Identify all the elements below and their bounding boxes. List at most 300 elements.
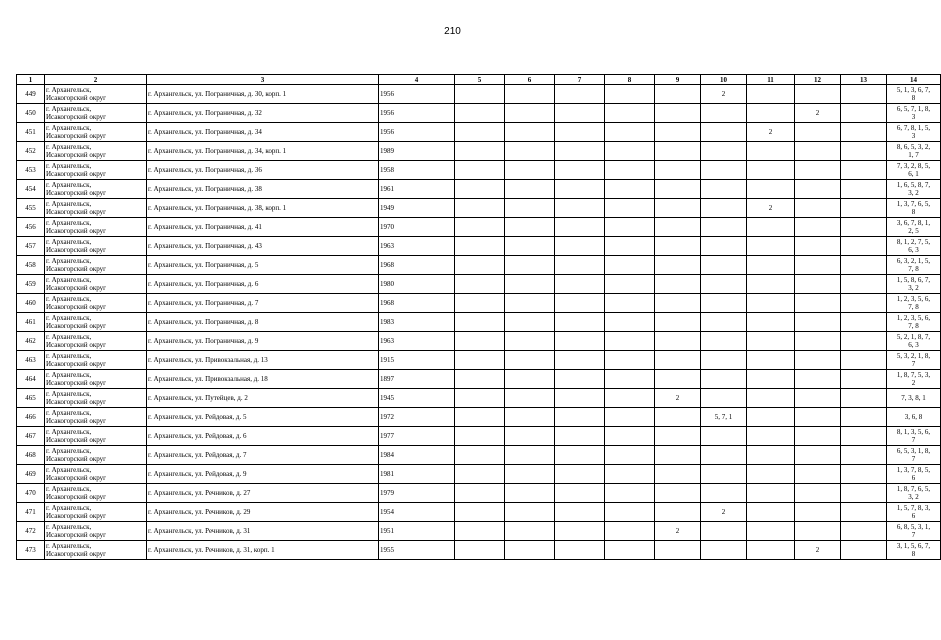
column-header: 3 bbox=[147, 75, 379, 85]
col5-cell bbox=[455, 85, 505, 104]
col14-line: 5, 1, 3, 6, 7, bbox=[896, 86, 931, 94]
col9-cell bbox=[655, 503, 701, 522]
col10-cell bbox=[701, 142, 747, 161]
table-body bbox=[17, 85, 941, 560]
address-cell: г. Архангельск, ул. Речников, д. 31, корп. 1 bbox=[147, 541, 379, 560]
col8-cell bbox=[605, 484, 655, 503]
col14-line: 1, 5, 8, 6, 7, bbox=[896, 276, 931, 284]
row-number: 472 bbox=[17, 522, 45, 541]
location-line: Исакогорский округ bbox=[46, 94, 107, 102]
row-number: 456 bbox=[17, 218, 45, 237]
table-row bbox=[17, 294, 941, 313]
location-line: Исакогорский округ bbox=[46, 436, 107, 444]
row-number: 462 bbox=[17, 332, 45, 351]
col9-cell bbox=[655, 332, 701, 351]
location-line: г. Архангельск, bbox=[46, 390, 92, 398]
col9-cell bbox=[655, 85, 701, 104]
col5-cell bbox=[455, 180, 505, 199]
row-number: 458 bbox=[17, 256, 45, 275]
col9-cell bbox=[655, 351, 701, 370]
location-cell bbox=[45, 199, 147, 218]
column-header: 9 bbox=[655, 75, 701, 85]
year-cell: 1954 bbox=[379, 503, 455, 522]
col12-cell bbox=[795, 237, 841, 256]
col13-cell bbox=[841, 161, 887, 180]
col9-cell bbox=[655, 218, 701, 237]
location-line: Исакогорский округ bbox=[46, 398, 107, 406]
col9-cell bbox=[655, 408, 701, 427]
row-number: 470 bbox=[17, 484, 45, 503]
col14-line: 1, 2, 3, 5, 6, bbox=[896, 314, 931, 322]
col14-line: 7, 8 bbox=[908, 303, 919, 311]
location-line: Исакогорский округ bbox=[46, 474, 107, 482]
address-cell: г. Архангельск, ул. Рейдовая, д. 7 bbox=[147, 446, 379, 465]
table-row bbox=[17, 218, 941, 237]
col14-cell bbox=[887, 370, 941, 389]
col7-cell bbox=[555, 256, 605, 275]
location-line: г. Архангельск, bbox=[46, 143, 92, 151]
location-line: Исакогорский округ bbox=[46, 455, 107, 463]
column-header: 7 bbox=[555, 75, 605, 85]
col11-cell bbox=[747, 256, 795, 275]
location-cell bbox=[45, 123, 147, 142]
location-cell bbox=[45, 351, 147, 370]
col14-line: 8 bbox=[911, 550, 916, 558]
year-cell: 1951 bbox=[379, 522, 455, 541]
col10-cell bbox=[701, 256, 747, 275]
col13-cell bbox=[841, 408, 887, 427]
col14-line: 6 bbox=[911, 512, 916, 520]
col13-cell bbox=[841, 351, 887, 370]
location-cell bbox=[45, 237, 147, 256]
col12-cell bbox=[795, 161, 841, 180]
table-row bbox=[17, 541, 941, 560]
year-cell: 1963 bbox=[379, 332, 455, 351]
col14-cell bbox=[887, 161, 941, 180]
location-line: Исакогорский округ bbox=[46, 189, 107, 197]
col9-cell bbox=[655, 275, 701, 294]
col6-cell bbox=[505, 180, 555, 199]
col12-cell bbox=[795, 522, 841, 541]
location-line: г. Архангельск, bbox=[46, 371, 92, 379]
col14-line: 2, 5 bbox=[908, 227, 919, 235]
col13-cell bbox=[841, 275, 887, 294]
col5-cell bbox=[455, 142, 505, 161]
col13-cell bbox=[841, 180, 887, 199]
location-line: г. Архангельск, bbox=[46, 200, 92, 208]
location-line: г. Архангельск, bbox=[46, 295, 92, 303]
address-cell: г. Архангельск, ул. Пограничная, д. 38 bbox=[147, 180, 379, 199]
location-line: Исакогорский округ bbox=[46, 360, 107, 368]
row-number: 463 bbox=[17, 351, 45, 370]
address-cell: г. Архангельск, ул. Рейдовая, д. 5 bbox=[147, 408, 379, 427]
col14-cell bbox=[887, 237, 941, 256]
location-line: Исакогорский округ bbox=[46, 284, 107, 292]
col5-cell bbox=[455, 313, 505, 332]
col14-cell bbox=[887, 313, 941, 332]
location-line: Исакогорский округ bbox=[46, 531, 107, 539]
row-number: 473 bbox=[17, 541, 45, 560]
col9-cell bbox=[655, 123, 701, 142]
col11-cell bbox=[747, 218, 795, 237]
col7-cell bbox=[555, 313, 605, 332]
col10-cell bbox=[701, 199, 747, 218]
col14-cell bbox=[887, 275, 941, 294]
col14-line: 3 bbox=[911, 113, 916, 121]
col5-cell bbox=[455, 275, 505, 294]
col7-cell bbox=[555, 408, 605, 427]
location-line: г. Архангельск, bbox=[46, 162, 92, 170]
col14-line: 7, 8 bbox=[908, 265, 919, 273]
row-number: 468 bbox=[17, 446, 45, 465]
col14-cell bbox=[887, 503, 941, 522]
year-cell: 1970 bbox=[379, 218, 455, 237]
location-line: Исакогорский округ bbox=[46, 265, 107, 273]
col7-cell bbox=[555, 370, 605, 389]
col7-cell bbox=[555, 123, 605, 142]
col11-cell bbox=[747, 370, 795, 389]
col14-line: 7 bbox=[911, 436, 916, 444]
col14-cell bbox=[887, 199, 941, 218]
col14-line: 6, 3 bbox=[908, 341, 919, 349]
col7-cell bbox=[555, 161, 605, 180]
col5-cell bbox=[455, 332, 505, 351]
col14-line: 6, 3 bbox=[908, 246, 919, 254]
col7-cell bbox=[555, 332, 605, 351]
col5-cell bbox=[455, 161, 505, 180]
col7-cell bbox=[555, 237, 605, 256]
col12-cell: 2 bbox=[795, 104, 841, 123]
location-cell bbox=[45, 104, 147, 123]
col13-cell bbox=[841, 465, 887, 484]
location-line: г. Архангельск, bbox=[46, 238, 92, 246]
location-line: г. Архангельск, bbox=[46, 523, 92, 531]
col12-cell bbox=[795, 389, 841, 408]
col14-cell bbox=[887, 427, 941, 446]
col10-cell: 2 bbox=[701, 503, 747, 522]
col8-cell bbox=[605, 522, 655, 541]
column-header: 2 bbox=[45, 75, 147, 85]
col12-cell bbox=[795, 408, 841, 427]
col12-cell bbox=[795, 256, 841, 275]
location-line: Исакогорский округ bbox=[46, 113, 107, 121]
col10-cell bbox=[701, 446, 747, 465]
col10-cell bbox=[701, 332, 747, 351]
col14-cell bbox=[887, 123, 941, 142]
col8-cell bbox=[605, 541, 655, 560]
location-line: г. Архангельск, bbox=[46, 124, 92, 132]
address-cell: г. Архангельск, ул. Пограничная, д. 43 bbox=[147, 237, 379, 256]
col11-cell bbox=[747, 522, 795, 541]
col11-cell bbox=[747, 427, 795, 446]
col5-cell bbox=[455, 218, 505, 237]
col12-cell bbox=[795, 332, 841, 351]
col5-cell bbox=[455, 237, 505, 256]
col5-cell bbox=[455, 256, 505, 275]
col11-cell bbox=[747, 85, 795, 104]
row-number: 454 bbox=[17, 180, 45, 199]
year-cell: 1968 bbox=[379, 294, 455, 313]
col8-cell bbox=[605, 85, 655, 104]
year-cell: 1949 bbox=[379, 199, 455, 218]
col14-cell bbox=[887, 256, 941, 275]
col9-cell bbox=[655, 484, 701, 503]
location-line: г. Архангельск, bbox=[46, 333, 92, 341]
col6-cell bbox=[505, 408, 555, 427]
location-line: г. Архангельск, bbox=[46, 542, 92, 550]
col8-cell bbox=[605, 237, 655, 256]
table-row bbox=[17, 370, 941, 389]
col14-line: 5, 2, 1, 8, 7, bbox=[896, 333, 931, 341]
col11-cell: 2 bbox=[747, 123, 795, 142]
location-cell bbox=[45, 541, 147, 560]
col12-cell bbox=[795, 503, 841, 522]
col13-cell bbox=[841, 522, 887, 541]
col10-cell: 5, 7, 1 bbox=[701, 408, 747, 427]
address-cell: г. Архангельск, ул. Пограничная, д. 41 bbox=[147, 218, 379, 237]
table-row bbox=[17, 123, 941, 142]
col6-cell bbox=[505, 218, 555, 237]
col7-cell bbox=[555, 465, 605, 484]
housing-registry-table bbox=[16, 74, 941, 560]
col12-cell bbox=[795, 199, 841, 218]
col10-cell bbox=[701, 522, 747, 541]
col14-line: 3, 6, 8 bbox=[904, 413, 923, 421]
col5-cell bbox=[455, 370, 505, 389]
location-cell bbox=[45, 218, 147, 237]
col6-cell bbox=[505, 123, 555, 142]
location-cell bbox=[45, 427, 147, 446]
col7-cell bbox=[555, 180, 605, 199]
location-line: Исакогорский округ bbox=[46, 512, 107, 520]
col5-cell bbox=[455, 123, 505, 142]
col8-cell bbox=[605, 180, 655, 199]
location-cell bbox=[45, 503, 147, 522]
col8-cell bbox=[605, 389, 655, 408]
col14-line: 1, 5, 7, 8, 3, bbox=[896, 504, 931, 512]
location-cell bbox=[45, 294, 147, 313]
col13-cell bbox=[841, 332, 887, 351]
col6-cell bbox=[505, 370, 555, 389]
col5-cell bbox=[455, 294, 505, 313]
col7-cell bbox=[555, 541, 605, 560]
col14-line: 1, 8, 7, 6, 5, bbox=[896, 485, 931, 493]
col12-cell bbox=[795, 446, 841, 465]
row-number: 449 bbox=[17, 85, 45, 104]
col6-cell bbox=[505, 313, 555, 332]
address-cell: г. Архангельск, ул. Пограничная, д. 7 bbox=[147, 294, 379, 313]
col7-cell bbox=[555, 484, 605, 503]
col14-line: 3, 2 bbox=[908, 284, 919, 292]
col6-cell bbox=[505, 294, 555, 313]
col13-cell bbox=[841, 389, 887, 408]
col9-cell bbox=[655, 180, 701, 199]
col10-cell bbox=[701, 427, 747, 446]
col14-cell bbox=[887, 522, 941, 541]
location-cell bbox=[45, 256, 147, 275]
address-cell: г. Архангельск, ул. Пограничная, д. 9 bbox=[147, 332, 379, 351]
row-number: 453 bbox=[17, 161, 45, 180]
table-row bbox=[17, 389, 941, 408]
col14-line: 2 bbox=[911, 379, 916, 387]
col12-cell: 2 bbox=[795, 541, 841, 560]
location-cell bbox=[45, 180, 147, 199]
col6-cell bbox=[505, 256, 555, 275]
table-row bbox=[17, 484, 941, 503]
location-line: г. Архангельск, bbox=[46, 352, 92, 360]
table-row bbox=[17, 180, 941, 199]
row-number: 467 bbox=[17, 427, 45, 446]
col14-cell bbox=[887, 351, 941, 370]
column-number-row bbox=[17, 75, 941, 85]
col14-line: 6, 1 bbox=[908, 170, 919, 178]
col7-cell bbox=[555, 85, 605, 104]
address-cell: г. Архангельск, ул. Пограничная, д. 6 bbox=[147, 275, 379, 294]
location-cell bbox=[45, 389, 147, 408]
table-row bbox=[17, 351, 941, 370]
location-line: г. Архангельск, bbox=[46, 257, 92, 265]
year-cell: 1897 bbox=[379, 370, 455, 389]
col12-cell bbox=[795, 313, 841, 332]
col8-cell bbox=[605, 313, 655, 332]
column-header: 4 bbox=[379, 75, 455, 85]
column-header: 5 bbox=[455, 75, 505, 85]
col9-cell bbox=[655, 199, 701, 218]
col8-cell bbox=[605, 370, 655, 389]
col5-cell bbox=[455, 408, 505, 427]
location-line: г. Архангельск, bbox=[46, 105, 92, 113]
col5-cell bbox=[455, 427, 505, 446]
row-number: 464 bbox=[17, 370, 45, 389]
col14-line: 1, 7 bbox=[908, 151, 919, 159]
col10-cell bbox=[701, 370, 747, 389]
col14-line: 3, 2 bbox=[908, 189, 919, 197]
col5-cell bbox=[455, 104, 505, 123]
col6-cell bbox=[505, 446, 555, 465]
col5-cell bbox=[455, 541, 505, 560]
column-header: 1 bbox=[17, 75, 45, 85]
address-cell: г. Архангельск, ул. Пограничная, д. 8 bbox=[147, 313, 379, 332]
col14-line: 3 bbox=[911, 132, 916, 140]
page-number: 210 bbox=[444, 26, 461, 37]
col6-cell bbox=[505, 427, 555, 446]
col14-cell bbox=[887, 465, 941, 484]
row-number: 469 bbox=[17, 465, 45, 484]
row-number: 466 bbox=[17, 408, 45, 427]
col14-cell bbox=[887, 408, 941, 427]
address-cell: г. Архангельск, ул. Пограничная, д. 36 bbox=[147, 161, 379, 180]
col14-cell bbox=[887, 389, 941, 408]
location-cell bbox=[45, 161, 147, 180]
col14-cell bbox=[887, 180, 941, 199]
location-cell bbox=[45, 465, 147, 484]
col12-cell bbox=[795, 370, 841, 389]
col7-cell bbox=[555, 104, 605, 123]
col14-line: 6 bbox=[911, 474, 916, 482]
location-cell bbox=[45, 313, 147, 332]
col14-line: 8, 6, 5, 3, 2, bbox=[896, 143, 931, 151]
col9-cell bbox=[655, 294, 701, 313]
col14-cell bbox=[887, 85, 941, 104]
col6-cell bbox=[505, 351, 555, 370]
col8-cell bbox=[605, 465, 655, 484]
col6-cell bbox=[505, 142, 555, 161]
col5-cell bbox=[455, 465, 505, 484]
col12-cell bbox=[795, 351, 841, 370]
col6-cell bbox=[505, 161, 555, 180]
col13-cell bbox=[841, 427, 887, 446]
table-row bbox=[17, 256, 941, 275]
address-cell: г. Архангельск, ул. Рейдовая, д. 9 bbox=[147, 465, 379, 484]
col11-cell bbox=[747, 275, 795, 294]
col10-cell bbox=[701, 465, 747, 484]
col8-cell bbox=[605, 503, 655, 522]
col8-cell bbox=[605, 275, 655, 294]
col14-line: 7 bbox=[911, 455, 916, 463]
col14-cell bbox=[887, 294, 941, 313]
col12-cell bbox=[795, 484, 841, 503]
col13-cell bbox=[841, 256, 887, 275]
year-cell: 1977 bbox=[379, 427, 455, 446]
location-line: Исакогорский округ bbox=[46, 208, 107, 216]
col6-cell bbox=[505, 237, 555, 256]
address-cell: г. Архангельск, ул. Привокзальная, д. 18 bbox=[147, 370, 379, 389]
col6-cell bbox=[505, 522, 555, 541]
location-line: Исакогорский округ bbox=[46, 246, 107, 254]
col13-cell bbox=[841, 123, 887, 142]
location-line: г. Архангельск, bbox=[46, 409, 92, 417]
col8-cell bbox=[605, 256, 655, 275]
col10-cell bbox=[701, 541, 747, 560]
location-line: Исакогорский округ bbox=[46, 170, 107, 178]
col9-cell bbox=[655, 104, 701, 123]
location-cell bbox=[45, 446, 147, 465]
col12-cell bbox=[795, 85, 841, 104]
location-line: Исакогорский округ bbox=[46, 151, 107, 159]
location-line: Исакогорский округ bbox=[46, 493, 107, 501]
address-cell: г. Архангельск, ул. Пограничная, д. 30, корп. 1 bbox=[147, 85, 379, 104]
column-header: 13 bbox=[841, 75, 887, 85]
col11-cell bbox=[747, 237, 795, 256]
col8-cell bbox=[605, 446, 655, 465]
col12-cell bbox=[795, 123, 841, 142]
row-number: 450 bbox=[17, 104, 45, 123]
location-line: г. Архангельск, bbox=[46, 276, 92, 284]
col10-cell bbox=[701, 351, 747, 370]
col7-cell bbox=[555, 427, 605, 446]
col7-cell bbox=[555, 389, 605, 408]
col13-cell bbox=[841, 484, 887, 503]
col10-cell bbox=[701, 104, 747, 123]
col8-cell bbox=[605, 408, 655, 427]
address-cell: г. Архангельск, ул. Пограничная, д. 5 bbox=[147, 256, 379, 275]
column-header: 12 bbox=[795, 75, 841, 85]
col9-cell bbox=[655, 237, 701, 256]
location-line: г. Архангельск, bbox=[46, 504, 92, 512]
col6-cell bbox=[505, 503, 555, 522]
location-line: Исакогорский округ bbox=[46, 417, 107, 425]
table-row bbox=[17, 446, 941, 465]
location-cell bbox=[45, 370, 147, 389]
col10-cell bbox=[701, 123, 747, 142]
table-row bbox=[17, 199, 941, 218]
row-number: 465 bbox=[17, 389, 45, 408]
col14-line: 1, 2, 3, 5, 6, bbox=[896, 295, 931, 303]
address-cell: г. Архангельск, ул. Рейдовая, д. 6 bbox=[147, 427, 379, 446]
col5-cell bbox=[455, 503, 505, 522]
col5-cell bbox=[455, 389, 505, 408]
col9-cell bbox=[655, 313, 701, 332]
